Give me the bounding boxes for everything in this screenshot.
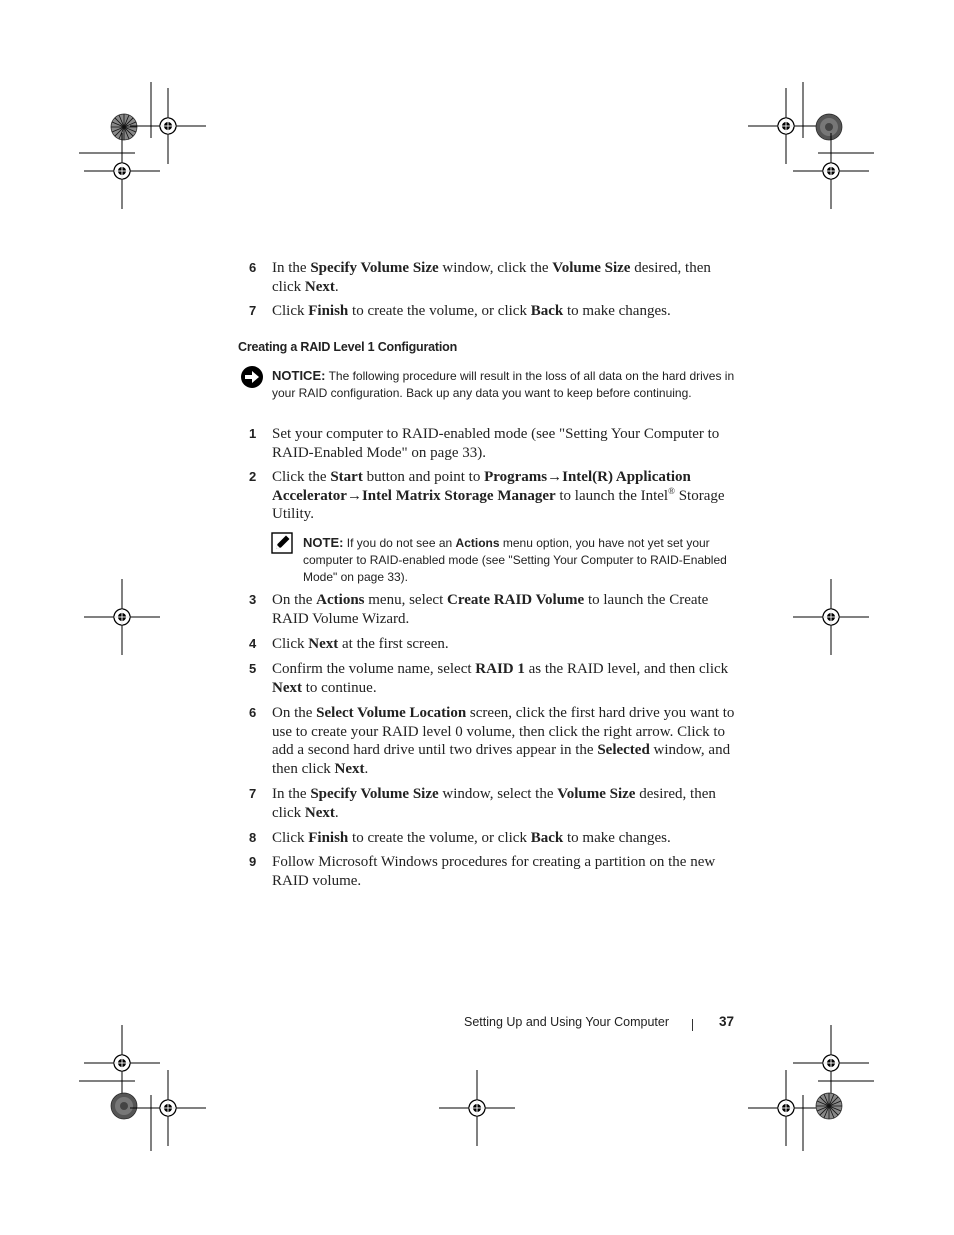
- list-item: [249, 635, 739, 654]
- step-number: 3: [249, 592, 257, 607]
- step-text: Click Next at the first screen.: [272, 636, 449, 652]
- step-number: 7: [249, 303, 257, 318]
- list-item: [249, 829, 739, 848]
- list-item: [249, 591, 739, 628]
- registration-mark-icon: [111, 114, 137, 140]
- list-item: [249, 785, 739, 822]
- registration-mark-icon: [748, 88, 824, 164]
- list-item: [249, 302, 739, 321]
- notice-label: NOTICE:: [272, 368, 326, 383]
- list-item: [249, 704, 739, 778]
- registration-mark-icon: [816, 114, 842, 140]
- step-text: Set your computer to RAID-enabled mode (see "Setting Your Computer to RAID-Enabled Mode" on page 33).: [272, 426, 720, 461]
- registration-mark-icon: [130, 88, 206, 164]
- step-number: 2: [249, 469, 257, 484]
- note-pencil-icon: [271, 532, 293, 554]
- note-callout: NOTE: If you do not see an Actions menu option, you have not yet set your computer to RAID-enabled mode (see "Setting Your Computer to RAID-Enabled Mode" on page 33).: [303, 535, 727, 584]
- step-text: Click Finish to create the volume, or click Back to make changes.: [272, 830, 671, 846]
- footer-divider: [692, 1019, 693, 1031]
- step-text: Follow Microsoft Windows procedures for creating a partition on the new RAID volume.: [272, 854, 716, 889]
- step-text: In the Specify Volume Size window, select the Volume Size desired, then click Next.: [272, 786, 716, 821]
- registration-mark-icon: [793, 1025, 869, 1101]
- step-text: In the Specify Volume Size window, click the Volume Size desired, then click Next.: [272, 260, 711, 295]
- footer-section-title: Setting Up and Using Your Computer: [464, 1015, 669, 1029]
- notice-arrow-icon: [240, 365, 264, 389]
- registration-mark-icon: [84, 579, 160, 655]
- registration-mark-icon: [130, 1070, 206, 1146]
- page-number: 37: [719, 1014, 735, 1029]
- step-number: 6: [249, 260, 257, 275]
- list-item: [249, 468, 739, 524]
- notice-callout: [272, 367, 742, 402]
- step-number: 9: [249, 854, 257, 869]
- notice-text: The following procedure will result in the loss of all data on the hard drives in your RAID configuration. Back up any data you want to keep before continuing.: [272, 369, 735, 400]
- step-text: On the Actions menu, select Create RAID Volume to launch the Create RAID Volume Wizard.: [272, 592, 709, 627]
- step-text: Confirm the volume name, select RAID 1 as the RAID level, and then click Next to continue.: [272, 661, 729, 696]
- registration-mark-icon: [111, 1093, 137, 1119]
- list-item: [249, 660, 739, 697]
- registration-mark-icon: [816, 1093, 842, 1119]
- section-heading: Creating a RAID Level 1 Configuration: [238, 340, 458, 354]
- note-label: NOTE:: [303, 535, 344, 550]
- step-number: 5: [249, 661, 257, 676]
- list-item: [249, 853, 739, 890]
- step-text: Click Finish to create the volume, or click Back to make changes.: [272, 303, 671, 319]
- registration-mark-icon: [748, 1070, 824, 1146]
- list-item: [249, 259, 739, 296]
- step-number: 6: [249, 705, 257, 720]
- registration-mark-icon: [793, 133, 869, 209]
- registration-mark-icon: [84, 133, 160, 209]
- step-number: 1: [249, 426, 257, 441]
- step-number: 4: [249, 636, 257, 651]
- registration-mark-icon: [439, 1070, 515, 1146]
- registration-mark-icon: [793, 579, 869, 655]
- step-number: 7: [249, 786, 257, 801]
- registration-mark-icon: [84, 1025, 160, 1101]
- step-number: 8: [249, 830, 257, 845]
- step-text: Click the Start button and point to Programs→Intel(R) Application Accelerator→Intel Matrix Storage Manager to launch the Intel® Storage Utility.: [272, 469, 725, 523]
- list-item: [249, 425, 739, 462]
- step-text: On the Select Volume Location screen, click the first hard drive you want to use to create your RAID level 0 volume, then click the right arrow. Click to add a second hard drive until two drives appear in the Selected window, and then click Next.: [272, 705, 735, 777]
